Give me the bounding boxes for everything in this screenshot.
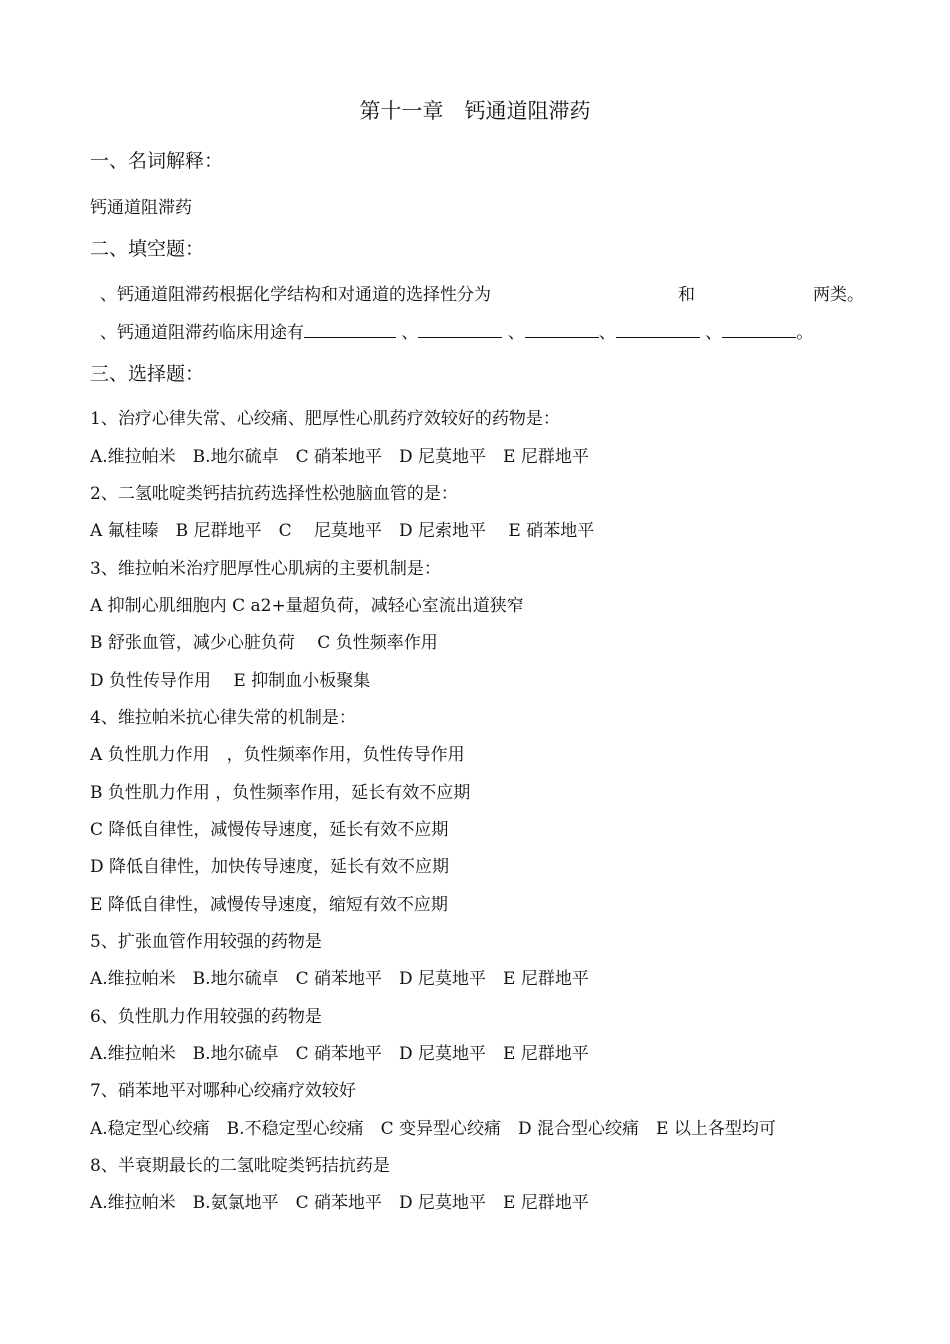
fill-blank[interactable] (525, 322, 599, 338)
section-heading-terms: 一、名词解释： (90, 150, 224, 172)
question-4-option-c: C 降低自律性，减慢传导速度，延长有效不应期 (90, 820, 449, 840)
fill-question-1-text: 、钙通道阻滞药根据化学结构和对通道的选择性分为 (100, 285, 491, 305)
fill-question-1-end: 两类。 (813, 285, 864, 305)
fill-blank[interactable] (722, 322, 796, 338)
question-5-options: A.维拉帕米 B.地尔硫卓 C 硝苯地平 D 尼莫地平 E 尼群地平 (90, 969, 589, 989)
separator: 、 (598, 323, 616, 343)
separator: 、 (705, 323, 723, 343)
question-2-stem: 2、二氢吡啶类钙拮抗药选择性松弛脑血管的是： (90, 484, 458, 504)
fill-question-2 (100, 322, 813, 344)
question-8-stem: 8、半衰期最长的二氢吡啶类钙拮抗药是 (90, 1156, 390, 1176)
fill-blank[interactable] (304, 322, 396, 338)
question-1-stem: 1、治疗心律失常、心绞痛、肥厚性心肌药疗效较好的药物是： (90, 409, 560, 429)
question-1-options: A.维拉帕米 B.地尔硫卓 C 硝苯地平 D 尼莫地平 E 尼群地平 (90, 447, 589, 467)
question-8-options: A.维拉帕米 B.氨氯地平 C 硝苯地平 D 尼莫地平 E 尼群地平 (90, 1193, 589, 1213)
question-6-options: A.维拉帕米 B.地尔硫卓 C 硝苯地平 D 尼莫地平 E 尼群地平 (90, 1044, 589, 1064)
chapter-title: 第十一章 钙通道阻滞药 (359, 99, 591, 123)
question-3-option-b-c: B 舒张血管，减少心脏负荷 C 负性频率作用 (90, 633, 438, 653)
question-4-option-d: D 降低自律性，加快传导速度，延长有效不应期 (90, 857, 450, 877)
question-6-stem: 6、负性肌力作用较强的药物是 (90, 1007, 322, 1027)
fill-blank[interactable] (616, 322, 700, 338)
question-4-option-b: B 负性肌力作用 ，负性频率作用，延长有效不应期 (90, 783, 471, 803)
question-4-stem: 4、维拉帕米抗心律失常的机制是： (90, 708, 356, 728)
question-4-option-a: A 负性肌力作用 ，负性频率作用，负性传导作用 (90, 745, 465, 765)
question-7-options: A.稳定型心绞痛 B.不稳定型心绞痛 C 变异型心绞痛 D 混合型心绞痛 E 以上各型均可 (90, 1119, 776, 1139)
fill-question-1 (100, 284, 491, 306)
separator: 、 (507, 323, 525, 343)
question-5-stem: 5、扩张血管作用较强的药物是 (90, 932, 322, 952)
term-item: 钙通道阻滞药 (90, 198, 192, 218)
section-heading-fill: 二、填空题： (90, 238, 205, 260)
section-heading-choice: 三、选择题： (90, 363, 205, 385)
question-3-option-a: A 抑制心肌细胞内 C a2+量超负荷，减轻心室流出道狭窄 (90, 596, 524, 616)
question-3-option-d-e: D 负性传导作用 E 抑制血小板聚集 (90, 671, 371, 691)
line-end: 。 (796, 323, 814, 343)
question-2-options: A 氟桂嗪 B 尼群地平 C 尼莫地平 D 尼索地平 E 硝苯地平 (90, 521, 595, 541)
fill-question-1-and: 和 (678, 285, 695, 305)
question-7-stem: 7、硝苯地平对哪种心绞痛疗效较好 (90, 1081, 356, 1101)
question-3-stem: 3、维拉帕米治疗肥厚性心肌病的主要机制是： (90, 559, 441, 579)
separator: 、 (401, 323, 419, 343)
fill-question-2-text: 、钙通道阻滞药临床用途有 (100, 323, 304, 343)
question-4-option-e: E 降低自律性，减慢传导速度，缩短有效不应期 (90, 895, 448, 915)
fill-blank[interactable] (418, 322, 502, 338)
